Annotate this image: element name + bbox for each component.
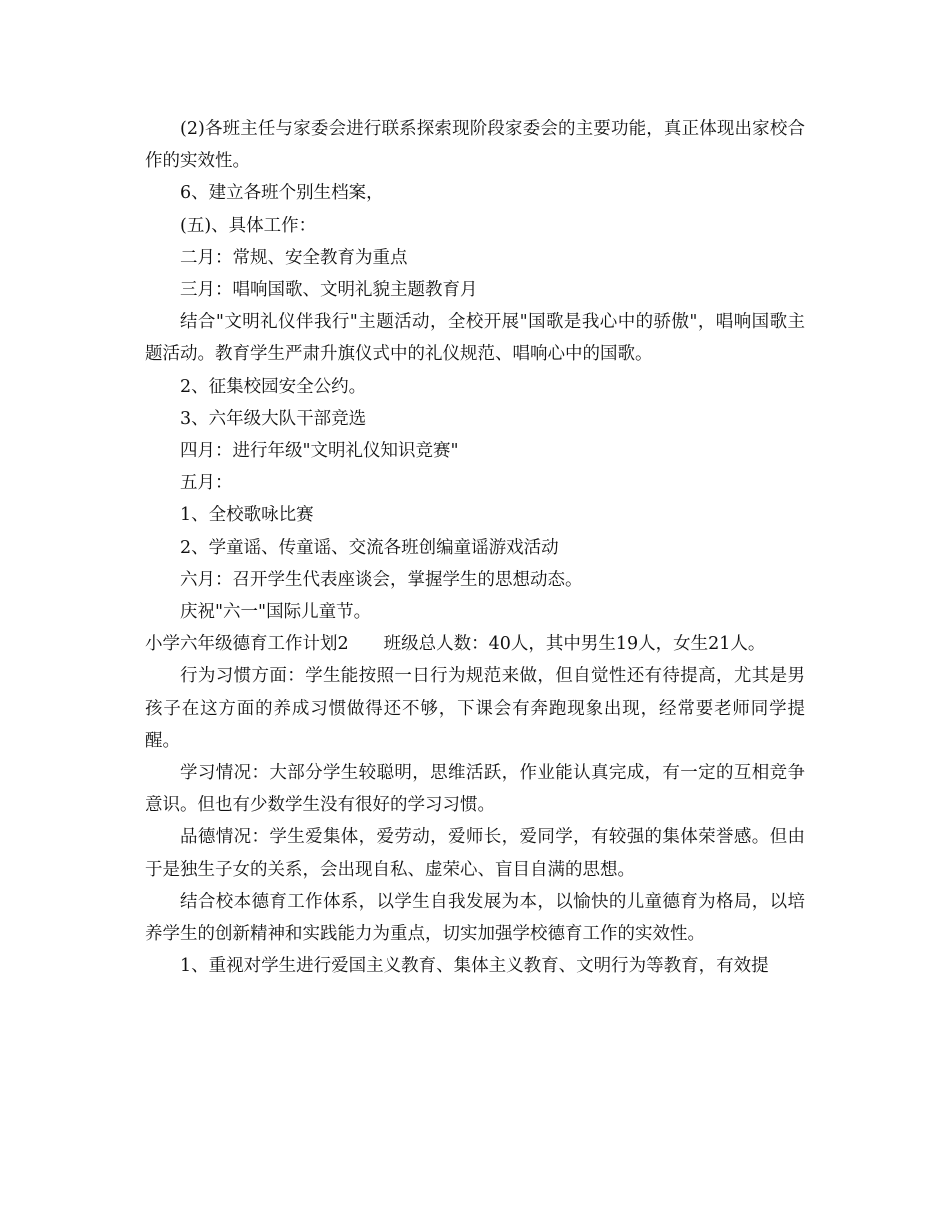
paragraph: 二月：常规、安全教育为重点 [180,247,408,268]
paragraph: 6、建立各班个别生档案， [180,183,384,204]
paragraph: 结合校本德育工作体系，以学生自我发展为本，以愉快的儿童德育为格局，以培养学生的创新精神和实践能力为重点，切实加强学校德育工作的实效性。 [145,891,805,945]
paragraph: 三月：唱响国歌、文明礼貌主题教育月 [180,280,478,301]
paragraph: 庆祝"六一"国际儿童节。 [180,602,372,623]
paragraph: 行为习惯方面：学生能按照一日行为规范来做，但自觉性还有待提高，尤其是男孩子在这方面的养成习惯做得还不够，下课会有奔跑现象出现，经常要老师同学提醒。 [145,666,805,751]
paragraph: 3、六年级大队干部竞选 [180,408,367,429]
paragraph: 1、全校歌咏比赛 [180,505,314,526]
paragraph: 结合"文明礼仪伴我行"主题活动，全校开展"国歌是我心中的骄傲"，唱响国歌主题活动。教育学生严肃升旗仪式中的礼仪规范、唱响心中的国歌。 [145,312,805,365]
paragraph: 学习情况：大部分学生较聪明，思维活跃，作业能认真完成，有一定的互相竞争意识。但也有少数学生没有很好的学习习惯。 [145,763,805,816]
paragraph: 五月： [180,473,233,494]
paragraph: 1、重视对学生进行爱国主义教育、集体主义教育、文明行为等教育，有效提 [180,956,769,977]
paragraph: 2、学童谣、传童谣、交流各班创编童谣游戏活动 [180,537,559,558]
paragraph: 四月：进行年级"文明礼仪知识竞赛" [180,441,459,462]
paragraph: (2)各班主任与家委会进行联系探索现阶段家委会的主要功能，真正体现出家校合作的实效性。 [145,119,805,172]
paragraph: 品德情况：学生爱集体，爱劳动，爱师长，爱同学，有较强的集体荣誉感。但由于是独生子女的关系，会出现自私、虚荣心、盲目自满的思想。 [145,827,805,880]
document-body [145,113,805,982]
paragraph: (五)、具体工作： [180,215,317,236]
section-heading-paragraph: 小学六年级德育工作计划2 班级总人数：40人，其中男生19人，女生21人。 [145,634,766,655]
paragraph: 六月：召开学生代表座谈会，掌握学生的思想动态。 [180,569,583,590]
paragraph: 2、征集校园安全公约。 [180,376,367,397]
